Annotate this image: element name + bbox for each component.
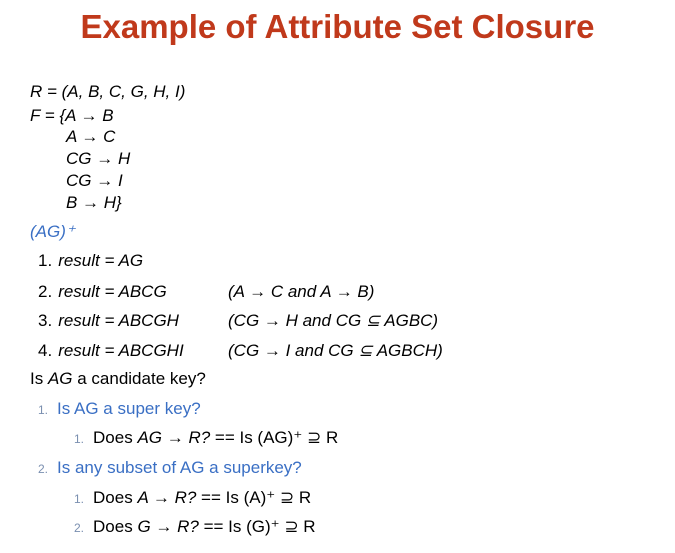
check-lhs: G → R?	[137, 517, 199, 536]
fd-line: CG → I	[66, 171, 123, 190]
check-item	[74, 488, 311, 508]
step-result: result = AG	[58, 251, 144, 270]
step-result: result = ABCG	[58, 282, 167, 301]
step-number: 4.	[38, 341, 53, 360]
check-number: 1.	[74, 492, 85, 506]
closure-step	[38, 282, 375, 302]
step-result: result = ABCGH	[58, 311, 179, 330]
sub-question-number: 2.	[38, 462, 49, 476]
fd-line: A → C	[66, 127, 116, 146]
closure-step	[38, 311, 439, 331]
closure-step	[38, 341, 443, 361]
check-item	[74, 517, 316, 537]
sub-question-text: Is any subset of AG a superkey?	[57, 458, 302, 477]
check-pre: Does	[93, 428, 138, 447]
slide-title: Example of Attribute Set Closure	[80, 8, 595, 45]
sub-question-text: Is AG a super key?	[57, 399, 201, 418]
step-number: 3.	[38, 311, 53, 330]
check-pre: Does	[93, 488, 138, 507]
fd-line: CG → H	[66, 149, 131, 168]
check-rest: == Is (G)⁺ ⊇ R	[198, 517, 316, 536]
sub-question	[38, 399, 201, 419]
closure-step	[38, 251, 143, 271]
check-item	[74, 428, 338, 448]
check-rest: == Is (A)⁺ ⊇ R	[196, 488, 312, 507]
step-number: 1.	[38, 251, 53, 270]
question-suffix: a candidate key?	[72, 369, 206, 388]
sub-question-number: 1.	[38, 403, 49, 417]
check-number: 2.	[74, 521, 85, 535]
step-justification: (A → C and A → B)	[228, 282, 375, 301]
step-number: 2.	[38, 282, 53, 301]
step-result: result = ABCGHI	[58, 341, 184, 360]
step-justification: (CG → H and CG ⊆ AGBC)	[228, 311, 439, 330]
check-lhs: AG → R?	[137, 428, 211, 447]
check-lhs: A → R?	[137, 488, 197, 507]
fd-line: F = {A → B	[30, 106, 114, 125]
check-number: 1.	[74, 432, 85, 446]
relation-schema: R = (A, B, C, G, H, I)	[30, 82, 186, 101]
sub-question	[38, 458, 302, 478]
question-prefix: Is	[30, 369, 48, 388]
question-attr: AG	[47, 369, 73, 388]
check-rest: == Is (AG)⁺ ⊇ R	[210, 428, 339, 447]
candidate-key-question	[30, 369, 206, 389]
step-justification: (CG → I and CG ⊆ AGBCH)	[228, 341, 443, 360]
closure-heading: (AG)⁺	[30, 222, 75, 241]
check-pre: Does	[93, 517, 138, 536]
fd-line: B → H}	[66, 193, 122, 212]
